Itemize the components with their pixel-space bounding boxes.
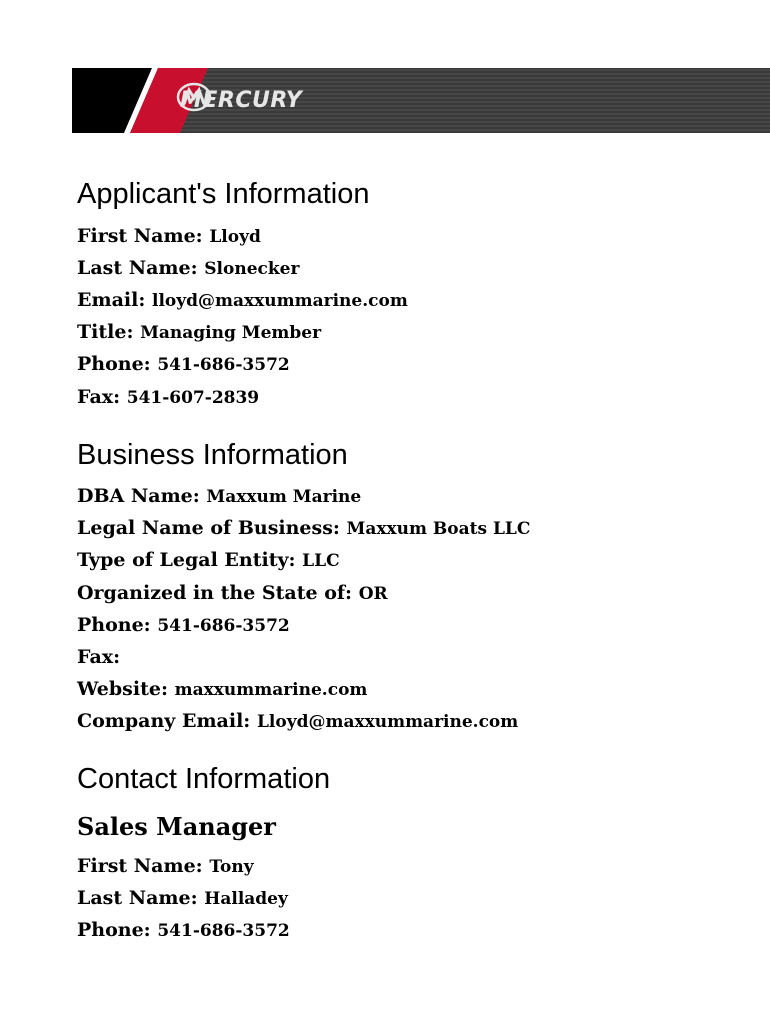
- applicant-fax: Fax: 541-607-2839: [77, 386, 260, 408]
- mercury-logo-text: MERCURY: [180, 87, 303, 113]
- business-website: Website: maxxummarine.com: [77, 678, 368, 700]
- applicant-title: Title: Managing Member: [77, 321, 322, 343]
- business-company-email: Company Email: Lloyd@maxxummarine.com: [77, 710, 519, 732]
- business-phone: Phone: 541-686-3572: [77, 614, 290, 636]
- business-heading: Business Information: [77, 439, 348, 471]
- applicant-email: Email: lloyd@maxxummarine.com: [77, 289, 408, 311]
- mercury-logo: [176, 82, 302, 118]
- applicant-phone: Phone: 541-686-3572: [77, 353, 290, 375]
- applicant-heading: Applicant's Information: [77, 178, 370, 210]
- mercury-banner: [72, 68, 770, 133]
- business-entity-type: Type of Legal Entity: LLC: [77, 549, 340, 571]
- business-dba-name: DBA Name: Maxxum Marine: [77, 485, 362, 507]
- applicant-last-name: Last Name: Slonecker: [77, 257, 300, 279]
- contact-last-name: Last Name: Halladey: [77, 887, 288, 909]
- business-state: Organized in the State of: OR: [77, 582, 388, 604]
- contact-first-name: First Name: Tony: [77, 855, 254, 877]
- applicant-first-name: First Name: Lloyd: [77, 225, 261, 247]
- business-fax: Fax:: [77, 646, 121, 668]
- sales-manager-heading: Sales Manager: [77, 812, 276, 841]
- contact-heading: Contact Information: [77, 763, 331, 795]
- contact-phone: Phone: 541-686-3572: [77, 919, 290, 941]
- mercury-m-icon: [176, 82, 212, 112]
- business-legal-name: Legal Name of Business: Maxxum Boats LLC: [77, 517, 531, 539]
